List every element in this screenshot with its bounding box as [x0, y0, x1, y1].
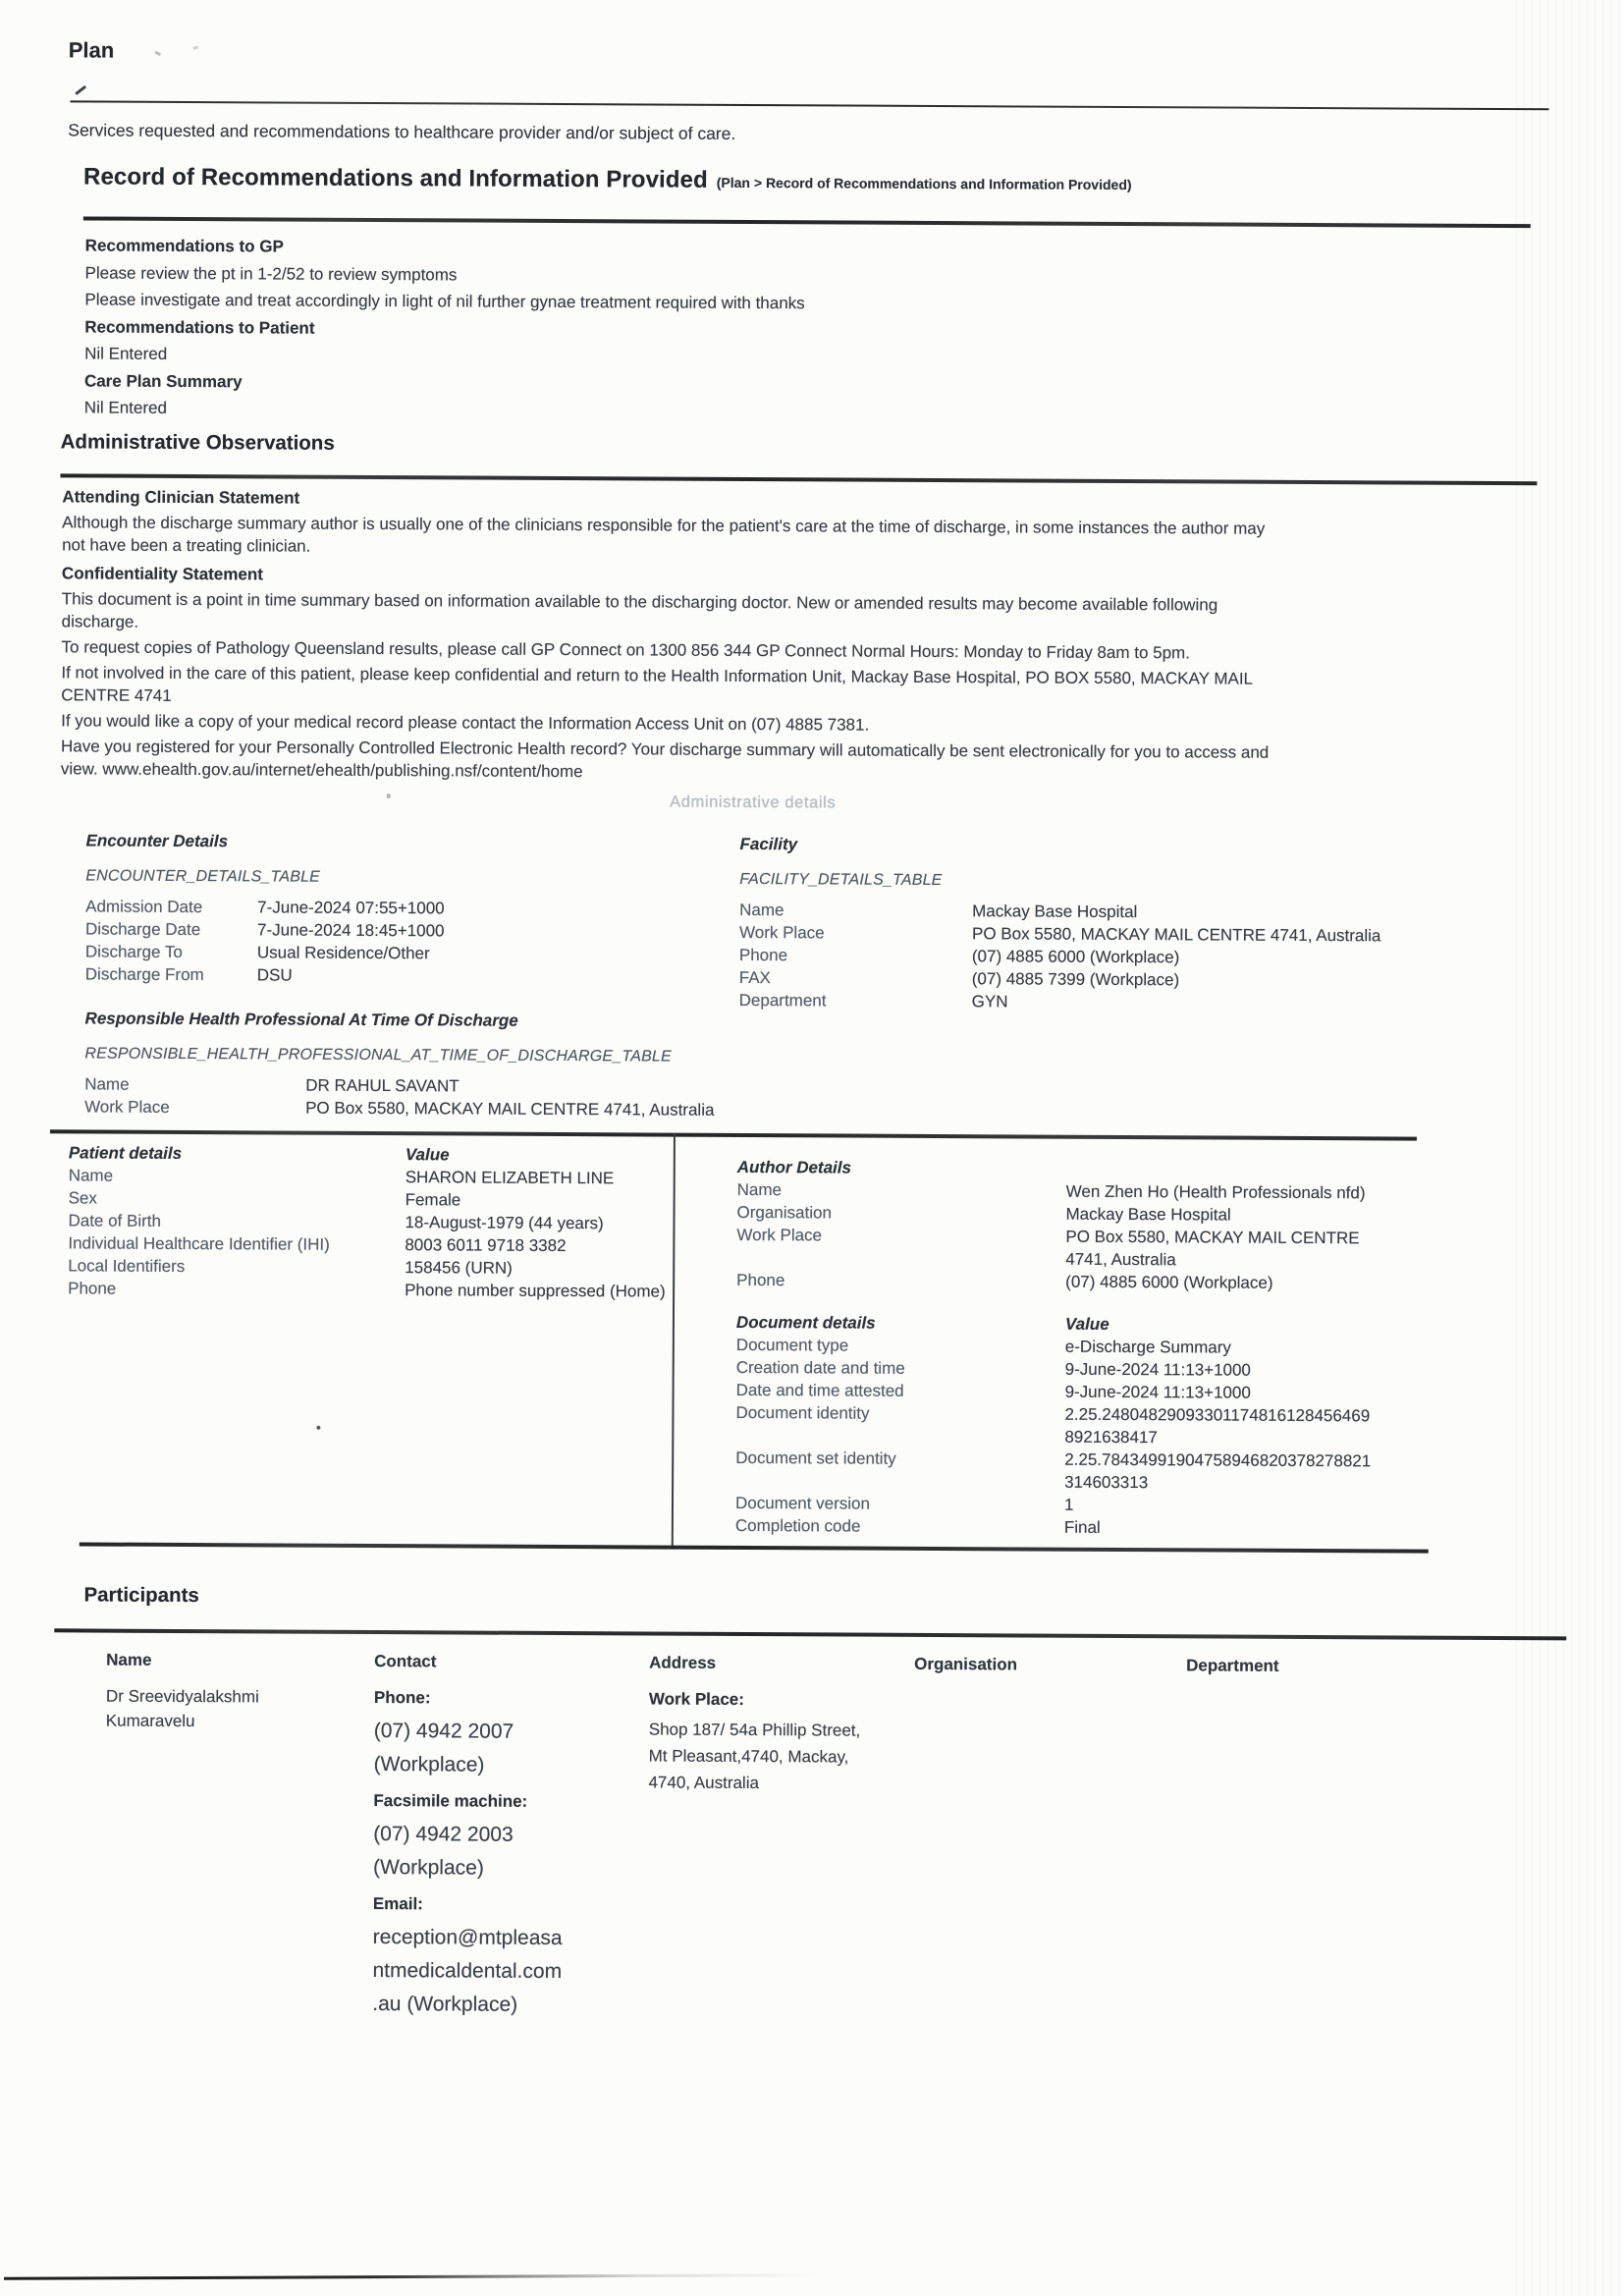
detail-row [85, 962, 739, 988]
detail-label: Individual Healthcare Identifier (IHI) [68, 1233, 330, 1254]
recommendations-list [84, 232, 805, 424]
detail-label: Name [739, 900, 784, 920]
encounter-facility-section [85, 830, 1461, 1014]
detail-value: Wen Zhen Ho (Health Professionals nfd) [1065, 1181, 1366, 1203]
confidentiality-paragraph: If you would like a copy of your medical record please contact the Information Access Unit on (07) 4885 7381. [61, 711, 870, 735]
detail-label: Work Place [738, 922, 825, 943]
recommendations-to-patient-heading: Recommendations to Patient [84, 316, 315, 338]
detail-row [68, 1209, 667, 1234]
participants-table-header [106, 1651, 1549, 1678]
responsible-professional-title: Responsible Health Professional At Time Of Discharge [84, 1009, 518, 1030]
column-header-name: Name [106, 1650, 152, 1669]
detail-value: Final [1063, 1517, 1101, 1537]
phone-value: (07) 4942 2007 (Workplace) [373, 1720, 514, 1777]
confidentiality-paragraph: This document is a point in time summary based on information available to the discharging doctor. New or amended results may become available following discharge. [61, 589, 1218, 631]
column-header-organisation: Organisation [914, 1654, 1018, 1674]
confidentiality-heading: Confidentiality Statement [61, 564, 263, 584]
participants-section-title: Participants [83, 1583, 199, 1608]
responsible-professional-block [84, 1008, 1440, 1124]
scan-artifact [192, 45, 198, 49]
patient-block-column-divider [672, 1133, 676, 1550]
detail-value: 2.25.78434991904758946820378278821 314603313 [1064, 1449, 1372, 1493]
column-header-contact: Contact [374, 1652, 437, 1671]
facility-table-name: FACILITY_DETAILS_TABLE [739, 870, 943, 890]
detail-value: 8003 6011 9718 3382 [405, 1235, 567, 1256]
detail-value: Mackay Base Hospital [972, 902, 1138, 922]
column-header-address: Address [649, 1653, 717, 1672]
detail-row [739, 921, 1380, 947]
detail-label: Completion code [734, 1515, 861, 1536]
detail-label: Date of Birth [68, 1211, 162, 1230]
detail-value: Phone number suppressed (Home) [405, 1281, 666, 1301]
detail-row [735, 1514, 1415, 1541]
detail-label: Discharge Date [84, 919, 201, 940]
detail-row [85, 917, 739, 943]
participant-address-cell [647, 1684, 914, 2030]
patient-details-title: Patient details [68, 1143, 183, 1163]
detail-label: FAX [738, 967, 771, 988]
email-value: reception@mtpleasa ntmedicaldental.com .au (Workplace) [372, 1926, 563, 2016]
detail-value: (07) 4885 6000 (Workplace) [1065, 1272, 1273, 1292]
detail-label: Phone [68, 1279, 117, 1298]
detail-value: PO Box 5580, MACKAY MAIL CENTRE 4741, Australia [971, 924, 1381, 946]
attending-clinician-text: Although the discharge summary author is usually one of the clinicians responsible for the patient's care at the time of discharge, in some instances the author may not have been a treating clinician. [62, 513, 1266, 556]
breadcrumb: (Plan > Record of Recommendations and Information Provided) [716, 174, 1132, 193]
detail-label: Local Identifiers [68, 1256, 186, 1277]
observations-body [61, 485, 1538, 788]
detail-label: Sex [68, 1188, 97, 1208]
observations-divider [60, 473, 1537, 484]
scan-artifact [75, 85, 86, 95]
administrative-observations-title: Administrative Observations [60, 430, 335, 455]
document-details-title: Document details [735, 1312, 876, 1333]
detail-value: PO Box 5580, MACKAY MAIL CENTRE 4741, Australia [1065, 1227, 1360, 1270]
participant-department-cell [1184, 1687, 1549, 2034]
detail-value: 18-August-1979 (44 years) [405, 1213, 604, 1233]
detail-value: DSU [256, 965, 293, 985]
value-column-header: Value [1064, 1314, 1109, 1334]
recommendation-line: Please review the pt in 1-2/52 to review symptoms [84, 262, 458, 284]
phone-label: Phone: [373, 1688, 431, 1708]
detail-label: Work Place [84, 1097, 170, 1117]
facsimile-label: Facsimile machine: [373, 1791, 528, 1811]
scan-artifact [154, 51, 161, 56]
detail-label: Department [738, 990, 827, 1011]
detail-value: Mackay Base Hospital [1065, 1204, 1231, 1225]
encounter-details-title: Encounter Details [85, 831, 229, 851]
detail-value: GYN [971, 992, 1008, 1011]
participant-name: Dr Sreevidyalakshmi Kumaravelu [105, 1686, 259, 1731]
scan-artifact [316, 1426, 320, 1430]
detail-label: Phone [736, 1270, 785, 1290]
recommendation-line: Nil Entered [83, 398, 167, 417]
detail-value: 1 [1063, 1495, 1074, 1514]
recommendation-line: Nil Entered [84, 344, 168, 363]
detail-label: Name [84, 1074, 130, 1094]
detail-row [739, 989, 1380, 1014]
recommendation-line: Please investigate and treat accordingly in light of nil further gynae treatment required with thanks [84, 290, 805, 313]
care-plan-summary-heading: Care Plan Summary [83, 370, 243, 391]
detail-value: 9-June-2024 11:13+1000 [1064, 1382, 1251, 1402]
encounter-table-name: ENCOUNTER_DETAILS_TABLE [85, 867, 321, 886]
plan-divider [70, 100, 1548, 110]
detail-row [739, 966, 1380, 992]
recommendations-to-gp-heading: Recommendations to GP [84, 236, 284, 256]
detail-row [739, 899, 1380, 924]
record-heading-row [83, 163, 1132, 196]
detail-row [68, 1254, 667, 1280]
detail-label: Document type [735, 1335, 849, 1355]
patient-details-block [68, 1141, 668, 1302]
participants-divider [54, 1628, 1566, 1640]
detail-row [68, 1231, 667, 1257]
value-column-header: Value [405, 1145, 450, 1165]
participant-name-cell [104, 1682, 374, 2028]
attending-clinician-heading: Attending Clinician Statement [62, 487, 300, 508]
detail-row [68, 1277, 667, 1302]
author-details-title: Author Details [736, 1157, 852, 1177]
confidentiality-paragraph: To request copies of Pathology Queensland results, please call GP Connect on 1300 856 344 GP Connect Normal Hours: Monday to Friday 8am to 5pm. [61, 637, 1191, 663]
detail-value: (07) 4885 6000 (Workplace) [971, 947, 1180, 967]
detail-value: e-Discharge Summary [1064, 1337, 1231, 1357]
detail-value: 2.25.24804829093301174816128456469 8921638417 [1064, 1404, 1371, 1448]
participant-organisation-cell [912, 1686, 1186, 2032]
patient-block-top-divider [50, 1129, 1417, 1140]
detail-row [85, 895, 739, 920]
participant-contact-cell [372, 1683, 649, 2029]
email-label: Email: [372, 1894, 423, 1914]
patient-details-header [69, 1141, 668, 1167]
work-place-address: Shop 187/ 54a Phillip Street, Mt Pleasant,4740, Mackay, 4740, Australia [648, 1720, 861, 1793]
detail-value: (07) 4885 7399 (Workplace) [971, 969, 1180, 990]
detail-row [735, 1401, 1415, 1450]
detail-row [69, 1164, 668, 1189]
encounter-details-block [85, 830, 740, 1011]
confidentiality-paragraph: Have you registered for your Personally Controlled Electronic Health record? Your discharge summary will automatically be sent electronically for you to access and view. www.ehealth.gov.au/internet/ehealth/publishing.nsf/content/home [60, 737, 1270, 782]
detail-value: 7-June-2024 07:55+1000 [257, 898, 445, 918]
detail-row [69, 1186, 668, 1212]
detail-row [735, 1447, 1415, 1496]
confidentiality-paragraph: If not involved in the care of this patient, please keep confidential and return to the Health Information Unit, Mackay Base Hospital, PO BOX 5580, MACKAY MAIL CENTRE 4741 [61, 663, 1254, 705]
document-details-block [735, 1311, 1416, 1541]
detail-value: 7-June-2024 18:45+1000 [256, 920, 445, 941]
administrative-details-watermark: Administrative details [670, 793, 837, 812]
detail-value: 9-June-2024 11:13+1000 [1064, 1359, 1251, 1380]
detail-label: Document version [734, 1493, 871, 1513]
detail-value: 158456 (URN) [405, 1258, 513, 1278]
detail-value: Usual Residence/Other [256, 943, 430, 963]
column-header-department: Department [1186, 1656, 1279, 1675]
detail-row [739, 944, 1380, 969]
detail-row [85, 940, 739, 965]
detail-label: Work Place [736, 1225, 823, 1245]
record-divider [83, 216, 1531, 227]
detail-label: Name [68, 1166, 114, 1185]
detail-label: Name [736, 1179, 783, 1200]
detail-label: Date and time attested [735, 1380, 904, 1400]
plan-section-title: Plan [68, 37, 115, 63]
responsible-table-name: RESPONSIBLE_HEALTH_PROFESSIONAL_AT_TIME_OF_DISCHARGE_TABLE [84, 1045, 672, 1066]
detail-value: PO Box 5580, MACKAY MAIL CENTRE 4741, Australia [305, 1098, 715, 1120]
detail-value: Female [405, 1190, 461, 1210]
detail-value: DR RAHUL SAVANT [305, 1075, 460, 1096]
author-document-block [735, 1157, 1417, 1541]
detail-label: Discharge To [84, 942, 183, 961]
record-section-title: Record of Recommendations and Information Provided [82, 163, 708, 193]
detail-row [736, 1224, 1416, 1273]
detail-label: Creation date and time [735, 1357, 905, 1378]
detail-label: Phone [738, 945, 788, 965]
plan-intro-text: Services requested and recommendations to healthcare provider and/or subject of care. [68, 120, 736, 143]
detail-row [736, 1269, 1416, 1295]
work-place-label: Work Place: [648, 1689, 745, 1709]
scan-artifact [387, 793, 391, 798]
facility-title: Facility [739, 834, 798, 854]
detail-label: Organisation [736, 1202, 832, 1223]
patient-block-bottom-divider [80, 1542, 1429, 1553]
detail-label: Admission Date [85, 897, 203, 917]
detail-value: SHARON ELIZABETH LINE [405, 1168, 615, 1188]
facility-block [739, 834, 1381, 1014]
participant-table-row [104, 1682, 1549, 2035]
detail-label: Document set identity [735, 1448, 896, 1468]
detail-label: Discharge From [84, 964, 204, 985]
facsimile-value: (07) 4942 2003 (Workplace) [372, 1823, 514, 1880]
detail-label: Document identity [735, 1402, 870, 1423]
